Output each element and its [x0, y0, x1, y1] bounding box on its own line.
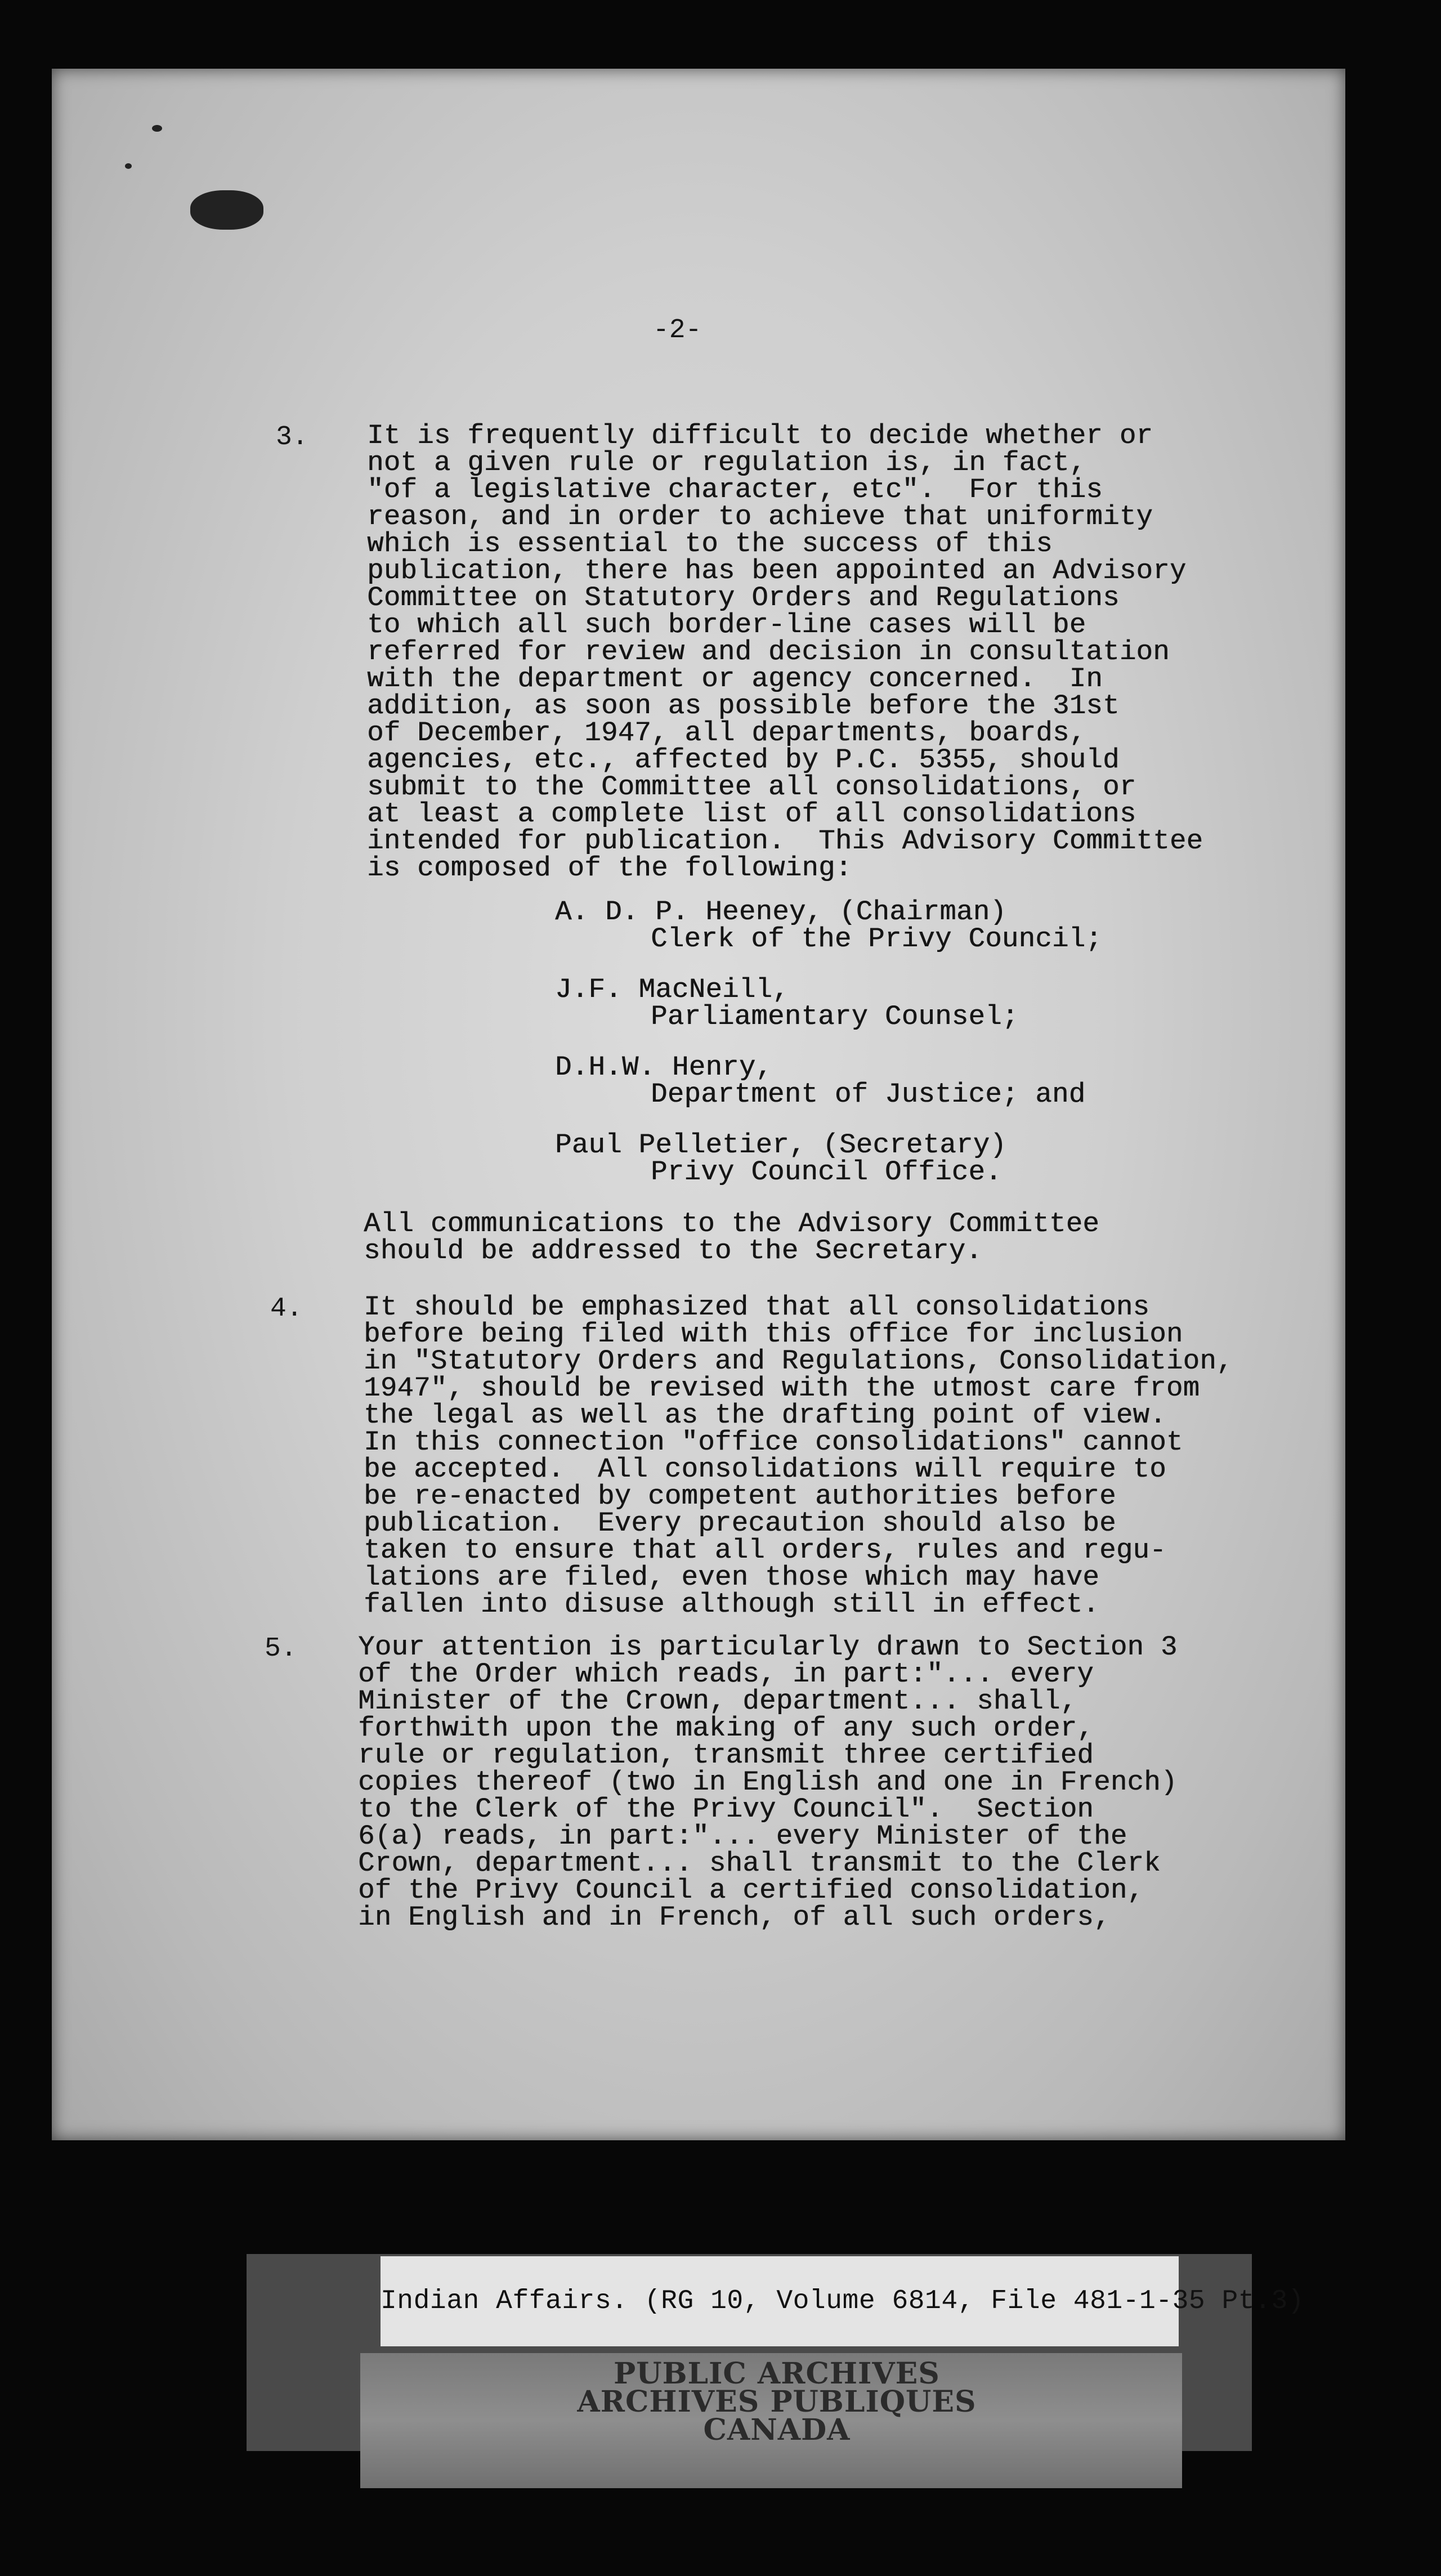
- paragraph-5-number: 5.: [265, 1634, 297, 1664]
- stamp-line-1: PUBLIC ARCHIVES: [614, 2356, 940, 2391]
- stamp-line-3: CANADA: [703, 2413, 851, 2447]
- paragraph-4-number: 4.: [270, 1294, 303, 1324]
- stamp-line-2: ARCHIVES PUBLIQUES: [577, 2385, 977, 2419]
- ink-blot: [190, 190, 263, 230]
- archive-reference-label: Indian Affairs. (RG 10, Volume 6814, File 481-1-35 Pt.3): [381, 2256, 1179, 2346]
- ink-speck: [125, 163, 132, 169]
- paragraph-3-number: 3.: [276, 422, 308, 453]
- committee-member-3-role: Department of Justice; and: [651, 1079, 1086, 1110]
- committee-member-3-name: D.H.W. Henry,: [555, 1052, 773, 1083]
- page-number: -2-: [653, 315, 702, 346]
- committee-member-2-name: J.F. MacNeill,: [555, 974, 789, 1005]
- committee-member-4-name: Paul Pelletier, (Secretary): [555, 1129, 1007, 1161]
- communications-note: All communications to the Advisory Committee should be addressed to the Secretary.: [364, 1208, 1100, 1267]
- paragraph-3-text: It is frequently difficult to decide whether or not a given rule or regulation is, in fact, "of a legislative character, etc". For this reason, and in order to achieve that uniformity which is essential to the success of this publication, there has been appointed an Advisory Committee on Statutory Orders and Regulations to which all such border-line cases will be referred for review and decision in consultation with the department or agency concerned. In addition, as soon as possible before the 31st of December, 1947, all departments, boards, agencies, etc., affected by P.C. 5355, should submit to the Committee all consolidations, or at least a complete list of all consolidations intended for publication. This Advisory Committee is composed of the following:: [367, 420, 1203, 884]
- committee-member-2-role: Parliamentary Counsel;: [651, 1001, 1019, 1032]
- committee-member-4-role: Privy Council Office.: [651, 1156, 1002, 1188]
- public-archives-stamp: [540, 2356, 1013, 2447]
- committee-member-1-role: Clerk of the Privy Council;: [651, 923, 1103, 955]
- paragraph-5-text: Your attention is particularly drawn to Section 3 of the Order which reads, in part:"... every Minister of the Crown, department... shall, forthwith upon the making of any such order, rule or regulation, transmit three certified copies thereof (two in English and one in French) to the Clerk of the Privy Council". Section 6(a) reads, in part:"... every Minister of the Crown, department... shall transmit to the Clerk of the Privy Council a certified consolidation, in English and in French, of all such orders,: [358, 1631, 1178, 1933]
- paragraph-4-text: It should be emphasized that all consolidations before being filed with this office for inclusion in "Statutory Orders and Regulations, Consolidation, 1947", should be revised with the utmost care from the legal as well as the drafting point of view. In this connection "office consolidations" cannot be accepted. All consolidations will require to be re-enacted by competent authorities before publication. Every precaution should also be taken to ensure that all orders, rules and regu- lations are filed, even those which may have fallen into disuse although still in effect.: [364, 1291, 1233, 1620]
- committee-member-1-name: A. D. P. Heeney, (Chairman): [555, 896, 1007, 928]
- ink-speck: [152, 125, 162, 132]
